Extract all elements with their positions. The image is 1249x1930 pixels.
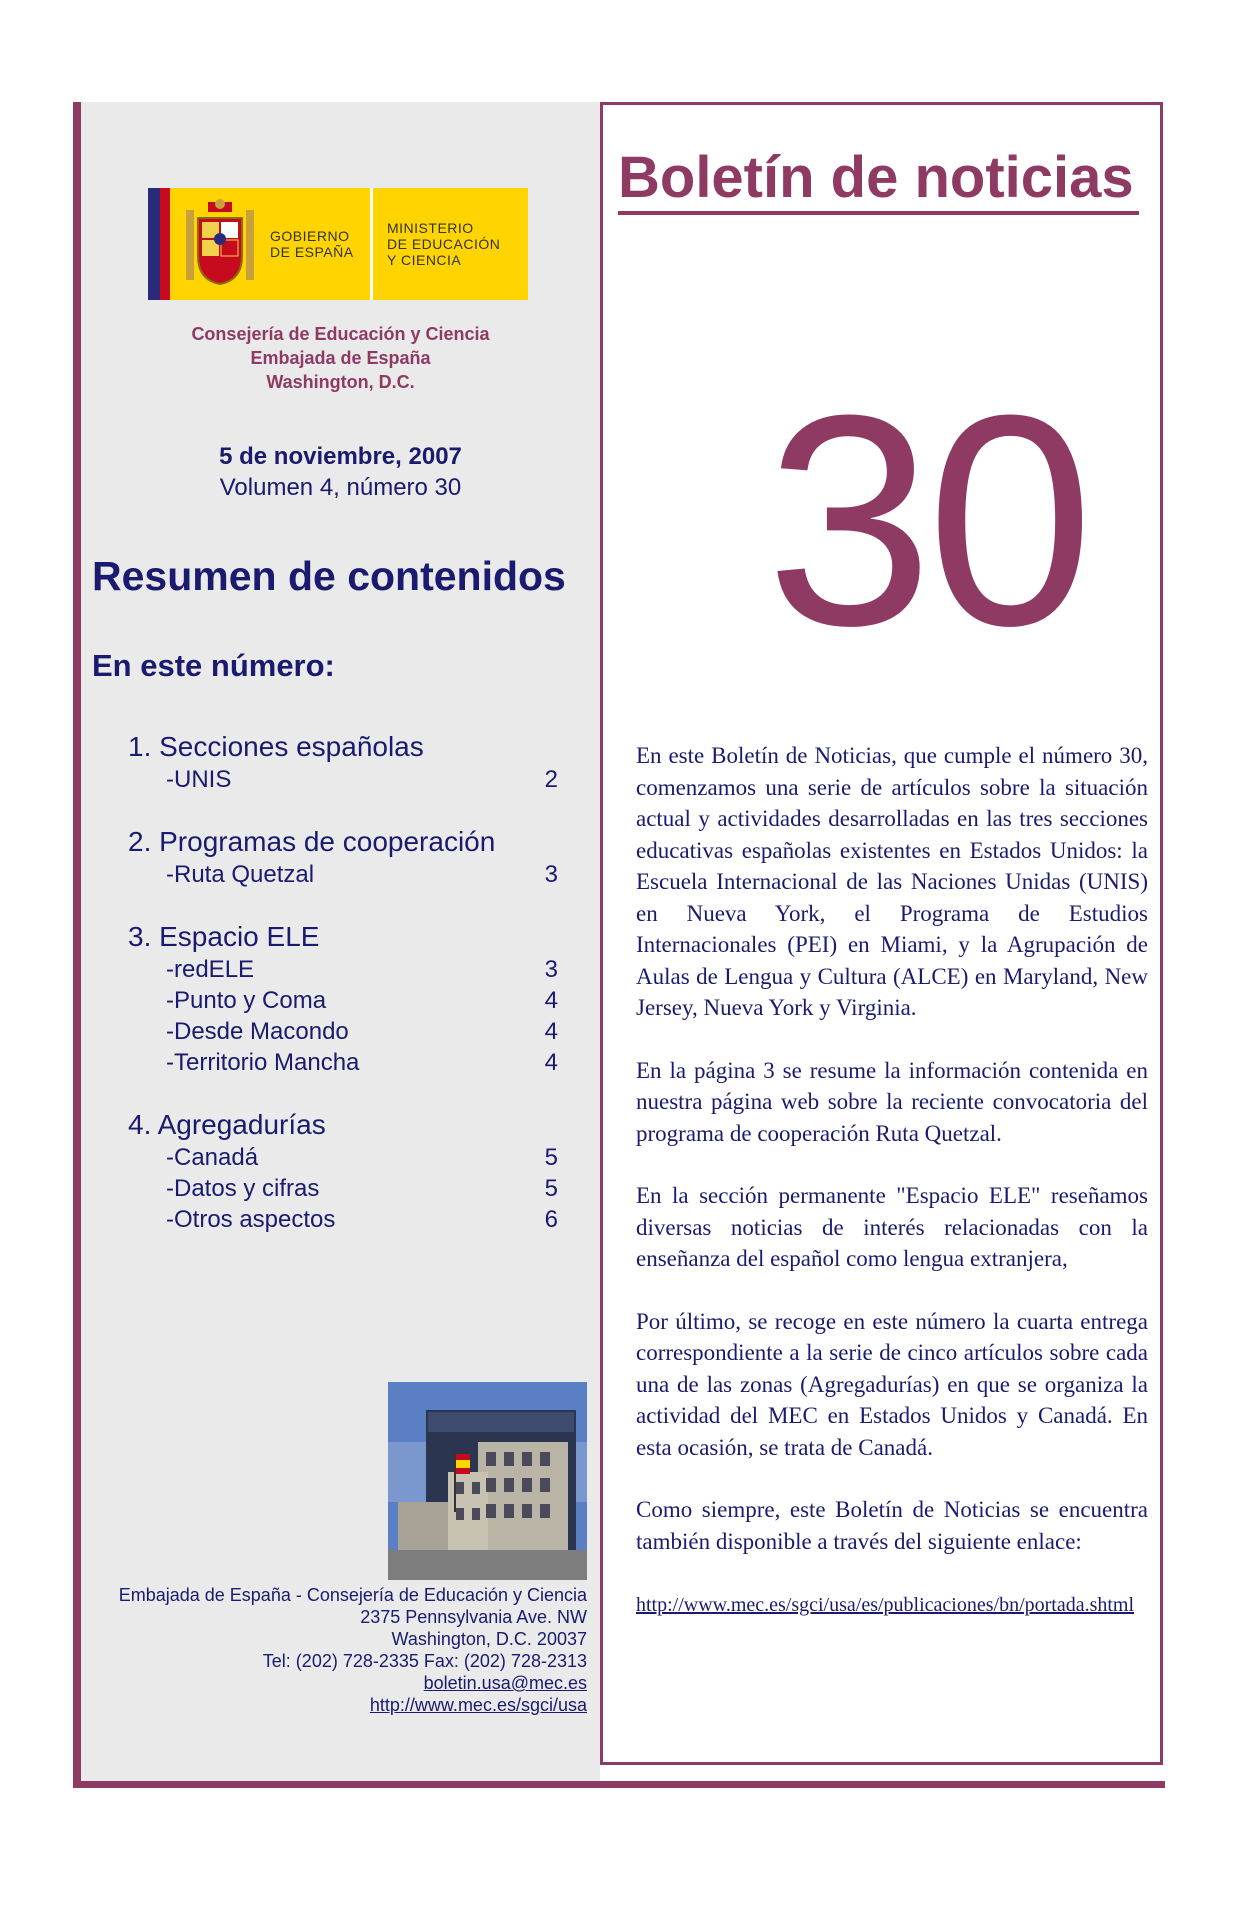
toc-heading: 1. Secciones españolas [128,731,424,762]
toc-section [128,825,558,890]
body-paragraph: Como siempre, este Boletín de Noticias se encuentra también disponible a través del siguiente enlace: [636,1497,1148,1554]
logo-stripe [160,188,170,300]
body-paragraph: Por último, se recoge en este número la cuarta entrega correspondiente a la serie de cinco artículos sobre cada una de las zonas (Agregadurías) en que se organiza la actividad del MEC en Estados Unidos y Canadá. En esta ocasión, se trata de Canadá. [636,1308,1148,1460]
newsletter-link[interactable]: http://www.mec.es/sgci/usa/es/publicaciones/bn/portada.shtml [636,1594,1135,1616]
summary-subtitle: En este número: [92,648,335,683]
ministerio-text: MINISTERIO DE EDUCACIÓN Y CIENCIA [387,220,501,268]
bottom-border [73,1781,1165,1788]
toc-item-label: -Canadá [166,1144,259,1171]
coat-of-arms-icon [170,188,270,300]
phone-fax-line: Tel: (202) 728-2335 Fax: (202) 728-2313 [262,1651,587,1671]
toc-item-label: -Punto y Coma [166,987,327,1014]
toc-item-label: -Datos y cifras [166,1175,320,1202]
body-paragraph: En la sección permanente "Espacio ELE" reseñamos diversas noticias de interés relacionadas con la enseñanza del español como lengua extranjera, [636,1183,1148,1271]
toc-heading: 4. Agregadurías [128,1109,326,1140]
toc-heading: 3. Espacio ELE [128,921,320,952]
address-line: Washington, D.C. 20037 [391,1629,587,1649]
logo-stripe [148,188,160,300]
gobierno-text: GOBIERNO DE ESPAÑA [270,228,354,260]
government-logo [148,188,528,300]
toc-heading: 2. Programas de cooperación [128,826,496,857]
newsletter-title: Boletín de noticias [618,145,1134,210]
toc-item-label: -Desde Macondo [166,1018,349,1045]
toc-item [128,1142,558,1173]
toc-item-label: -Territorio Mancha [166,1049,360,1076]
toc-item-page: 2 [544,766,558,793]
embassy-building-photo [388,1382,587,1580]
toc-item-label: -redELE [166,956,255,983]
consejeria-block [81,322,600,394]
toc-item [128,764,558,795]
toc-item-label: -UNIS [166,766,232,793]
address-line: Embajada de España - Consejería de Educación y Ciencia [118,1585,587,1605]
toc-item-page: 4 [544,1018,558,1045]
body-paragraph: En la página 3 se resume la información contenida en nuestra página web sobre la reciente convocatoria del programa de cooperación Ruta Quetzal. [636,1057,1148,1146]
title-underline [618,211,1139,215]
toc-item-page: 4 [544,987,558,1014]
toc-item [128,1047,558,1078]
email-link[interactable]: boletin.usa@mec.es [423,1673,587,1693]
city-line: Washington, D.C. [266,372,415,392]
toc-item [128,1173,558,1204]
toc-item [128,1204,558,1235]
summary-title: Resumen de contenidos [92,553,566,599]
toc-item-page: 5 [544,1144,558,1171]
toc-section [128,1108,558,1235]
issue-date: 5 de noviembre, 2007 [219,443,462,470]
toc-item-label: -Ruta Quetzal [166,861,315,888]
embajada-line: Embajada de España [250,348,431,368]
issue-volume: Volumen 4, número 30 [219,474,462,501]
issue-number: 30 [766,352,1088,688]
toc-item-page: 3 [544,861,558,888]
newsletter-body [636,740,1148,1622]
toc-section [128,920,558,1078]
toc-item-page: 4 [544,1049,558,1076]
consejeria-line: Consejería de Educación y Ciencia [191,324,490,344]
left-border [73,102,81,1788]
body-paragraph: En este Boletín de Noticias, que cumple el número 30, comenzamos una serie de artículos sobre la situación actual y actividades desarrolladas en las tres secciones educativas españolas existentes en Estados Unidos: la Escuela Internacional de las Naciones Unidas (UNIS) en Nueva York, el Programa de Estudios Internacionales (PEI) en Miami, y la Agrupación de Aulas de Lengua y Cultura (ALCE) en Maryland, New Jersey, Nueva York y Virginia. [636,743,1148,1020]
toc-item [128,859,558,890]
gobierno-label [270,188,370,300]
toc-item [128,985,558,1016]
contact-address [81,1584,587,1716]
toc-item-page: 6 [544,1206,558,1233]
toc-item-page: 5 [544,1175,558,1202]
website-link[interactable]: http://www.mec.es/sgci/usa [369,1695,587,1715]
ministerio-label [373,188,528,300]
toc-item-label: -Otros aspectos [166,1206,336,1233]
toc-section [128,730,558,795]
toc-item [128,954,558,985]
toc-item-page: 3 [544,956,558,983]
address-line: 2375 Pennsylvania Ave. NW [360,1607,587,1627]
toc-item [128,1016,558,1047]
table-of-contents [128,730,558,1265]
